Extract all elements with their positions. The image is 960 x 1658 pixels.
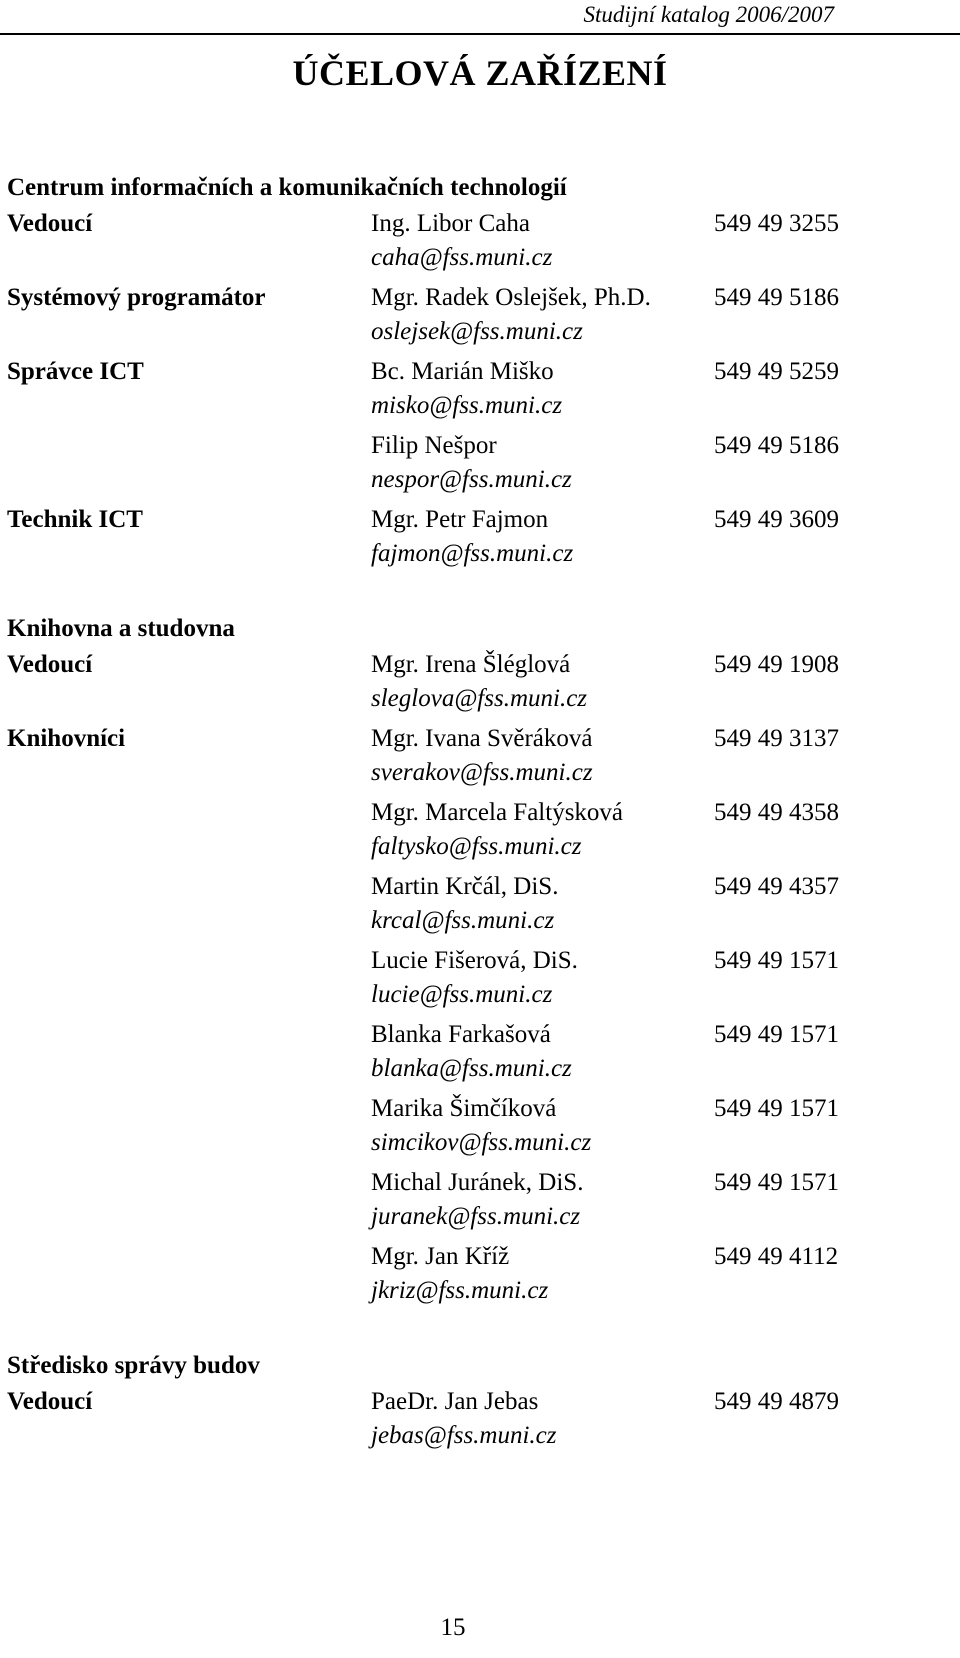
role-label: Technik ICT (7, 506, 143, 533)
role-label: Vedoucí (7, 1388, 93, 1415)
phone-number: 549 49 3137 (714, 725, 839, 752)
page-title: ÚČELOVÁ ZAŘÍZENÍ (292, 53, 668, 93)
phone-number: 549 49 4357 (714, 873, 839, 900)
email-link[interactable]: caha@fss.muni.cz (371, 244, 553, 271)
contact-entry (7, 647, 907, 721)
role-label: Správce ICT (7, 358, 144, 385)
contact-entry (7, 1165, 907, 1239)
phone-number: 549 49 1571 (714, 1021, 839, 1048)
email-link[interactable]: fajmon@fss.muni.cz (371, 540, 574, 567)
person-name: Mgr. Petr Fajmon (371, 506, 549, 533)
phone-number: 549 49 5259 (714, 358, 839, 385)
phone-number: 549 49 1571 (714, 1095, 839, 1122)
person-name: Lucie Fišerová, DiS. (371, 947, 578, 974)
email-link[interactable]: juranek@fss.muni.cz (371, 1203, 581, 1230)
email-link[interactable]: oslejsek@fss.muni.cz (371, 318, 583, 345)
person-name: Martin Krčál, DiS. (371, 873, 559, 900)
person-name: Blanka Farkašová (371, 1021, 551, 1048)
phone-number: 549 49 1571 (714, 947, 839, 974)
role-label: Knihovníci (7, 725, 126, 752)
email-link[interactable]: jkriz@fss.muni.cz (371, 1277, 549, 1304)
role-label: Vedoucí (7, 210, 93, 237)
directory-section (7, 611, 907, 1313)
phone-number: 549 49 1571 (714, 1169, 839, 1196)
directory-section (7, 1348, 907, 1458)
catalog-header: Studijní katalog 2006/2007 (583, 2, 834, 27)
page-number: 15 (440, 1614, 466, 1641)
phone-number: 549 49 4358 (714, 799, 839, 826)
phone-number: 549 49 1908 (714, 651, 839, 678)
contact-entry (7, 428, 907, 502)
contact-entry (7, 943, 907, 1017)
email-link[interactable]: nespor@fss.muni.cz (371, 466, 572, 493)
directory-section (7, 170, 907, 576)
contact-entry (7, 280, 907, 354)
phone-number: 549 49 4112 (714, 1243, 839, 1270)
email-link[interactable]: simcikov@fss.muni.cz (371, 1129, 592, 1156)
section-heading: Středisko správy budov (7, 1352, 260, 1379)
phone-number: 549 49 3255 (714, 210, 839, 237)
role-label: Vedoucí (7, 651, 93, 678)
person-name: Filip Nešpor (371, 432, 497, 459)
email-link[interactable]: krcal@fss.muni.cz (371, 907, 555, 934)
person-name: Marika Šimčíková (371, 1095, 557, 1122)
role-label: Systémový programátor (7, 284, 266, 311)
contact-entry (7, 1384, 907, 1458)
contact-entry (7, 354, 907, 428)
email-link[interactable]: sleglova@fss.muni.cz (371, 685, 588, 712)
person-name: Mgr. Irena Šléglová (371, 651, 571, 678)
person-name: Bc. Marián Miško (371, 358, 554, 385)
person-name: Michal Juránek, DiS. (371, 1169, 584, 1196)
directory-content (7, 170, 907, 1458)
email-link[interactable]: jebas@fss.muni.cz (371, 1422, 557, 1449)
email-link[interactable]: lucie@fss.muni.cz (371, 981, 553, 1008)
email-link[interactable]: blanka@fss.muni.cz (371, 1055, 572, 1082)
contact-entry (7, 206, 907, 280)
header-rule (0, 33, 960, 35)
section-heading: Knihovna a studovna (7, 615, 235, 642)
email-link[interactable]: misko@fss.muni.cz (371, 392, 563, 419)
person-name: Mgr. Marcela Faltýsková (371, 799, 624, 826)
contact-entry (7, 721, 907, 795)
contact-entry (7, 1239, 907, 1313)
contact-entry (7, 502, 907, 576)
section-heading: Centrum informačních a komunikačních technologií (7, 174, 567, 201)
contact-entry (7, 795, 907, 869)
email-link[interactable]: faltysko@fss.muni.cz (371, 833, 582, 860)
person-name: Mgr. Radek Oslejšek, Ph.D. (371, 284, 651, 311)
contact-entry (7, 1017, 907, 1091)
person-name: PaeDr. Jan Jebas (371, 1388, 539, 1415)
email-link[interactable]: sverakov@fss.muni.cz (371, 759, 593, 786)
person-name: Ing. Libor Caha (371, 210, 530, 237)
phone-number: 549 49 5186 (714, 432, 839, 459)
contact-entry (7, 1091, 907, 1165)
phone-number: 549 49 4879 (714, 1388, 839, 1415)
phone-number: 549 49 5186 (714, 284, 839, 311)
phone-number: 549 49 3609 (714, 506, 839, 533)
contact-entry (7, 869, 907, 943)
person-name: Mgr. Ivana Svěráková (371, 725, 593, 752)
person-name: Mgr. Jan Kříž (371, 1243, 510, 1270)
